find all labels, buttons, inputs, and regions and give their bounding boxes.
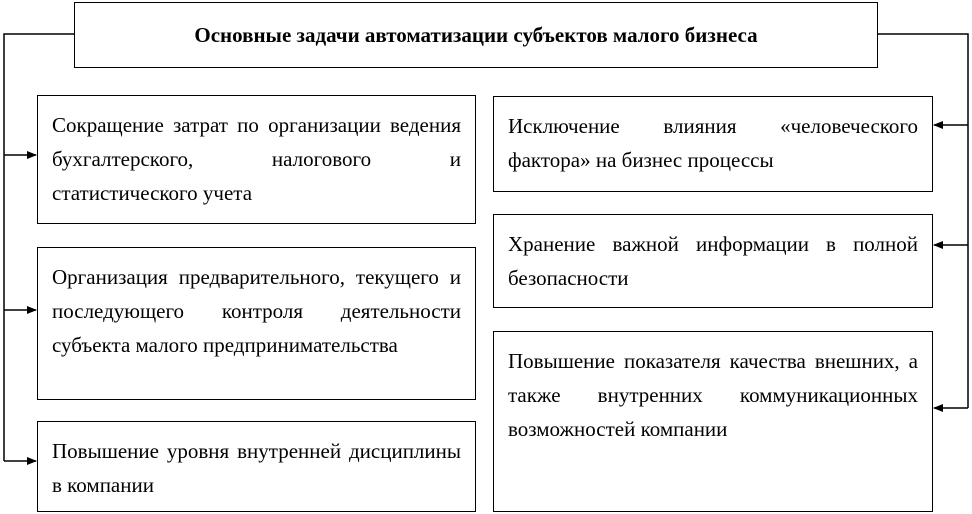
left-task-box-1	[37, 95, 476, 224]
right-task-text-1: Исключение влияния «человеческого фактора» на бизнес процессы	[508, 114, 918, 172]
left-task-text-2: Организация предварительного, текущего и последующего контроля деятельности субъекта малого предпринимательства	[52, 265, 461, 357]
right-task-box-3	[493, 331, 933, 512]
right-task-box-2	[493, 214, 933, 308]
left-task-box-2	[37, 247, 476, 400]
left-task-text-3: Повышение уровня внутренней дисциплины в компании	[52, 439, 461, 497]
right-task-text-3: Повышение показателя качества внешних, а также внутренних коммуникационных возможностей компании	[508, 349, 918, 441]
right-task-text-2: Хранение важной информации в полной безопасности	[508, 232, 918, 290]
diagram-title-box	[74, 2, 878, 68]
diagram-title: Основные задачи автоматизации субъектов малого бизнеса	[194, 22, 758, 47]
right-task-box-1	[493, 96, 933, 192]
left-task-text-1: Сокращение затрат по организации ведения бухгалтерского, налогового и статистического учета	[52, 113, 461, 205]
left-task-box-3	[37, 421, 476, 512]
